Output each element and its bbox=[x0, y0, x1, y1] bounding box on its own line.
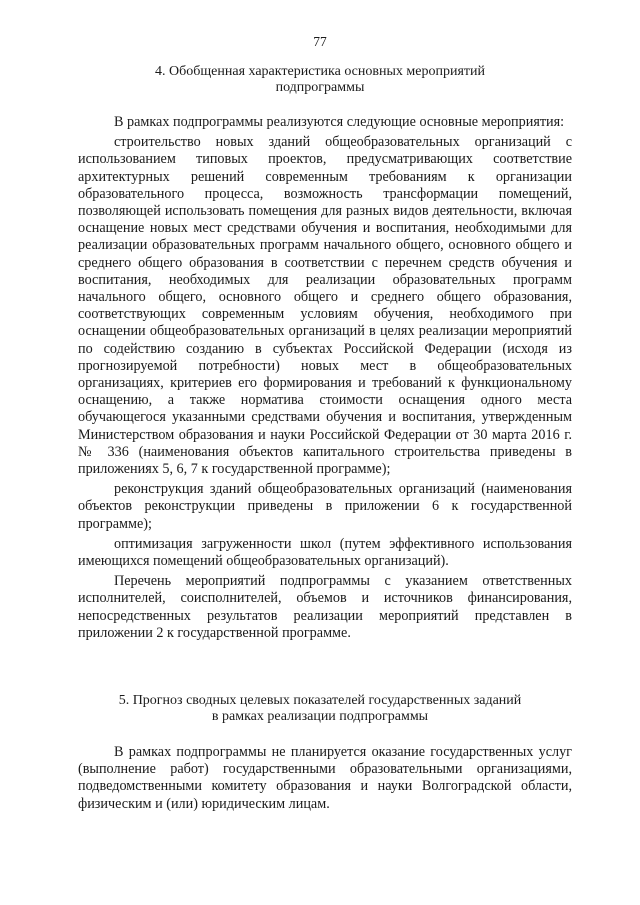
section-5-title-line-1: 5. Прогноз сводных целевых показателей государственных заданий bbox=[118, 693, 522, 708]
section-5-body bbox=[78, 744, 572, 813]
section-4-intro-paragraph: В рамках подпрограммы реализуются следующие основные мероприятия: bbox=[114, 114, 565, 130]
measures-list-paragraph: Перечень мероприятий подпрограммы с указанием ответственных исполнителей, соисполнителей, объемов и источников финансирования, непосредственных результатов реализации мероприятий представлен в приложении 2 к государственной программе. bbox=[78, 573, 572, 641]
measure-optimization: оптимизация загруженности школ (путем эффективного использования имеющихся помещений общеобразовательных организаций). bbox=[78, 535, 572, 570]
section-4-title-line-2: подпрограммы bbox=[275, 80, 365, 95]
measure-reconstruction: реконструкция зданий общеобразовательных организаций (наименования объектов реконструкции приведены в приложении 6 к государственной программе); bbox=[78, 481, 572, 532]
measure-new-buildings: строительство новых зданий общеобразовательных организаций с использованием типовых проектов, предусматривающих соответствие архитектурных решений современным требованиям к организации образовательного процесса, возможность трансформации помещений, позволяющей использовать помещения для разных видов деятельности, включая оснащение новых мест средствами обучения и воспитания, необходимыми для реализации образовательных программ начального общего, основного общего и среднего общего образования в соответствии с перечнем средств обучения и воспитания, необходимых для реализации образовательных программ начального общего, основного общего и среднего общего образования, соответствующих современным условиям обучения, необходимого при оснащении общеобразовательных организаций в целях реализации мероприятий по содействию созданию в субъектах Российской Федерации (исходя из прогнозируемой потребности) новых мест в общеобразовательных организациях, критериев его формирования и требований к функциональному оснащению, а также норматива стоимости оснащения одного места обучающегося указанными средствами обучения и воспитания, утвержденным Министерством образования и науки Российской Федерации от 30 марта 2016 г. № 336 (наименования объектов капитального строительства приведены в приложениях 5, 6, 7 к государственной программе); bbox=[78, 134, 572, 478]
section-4-title-line-1: 4. Обобщенная характеристика основных мероприятий bbox=[155, 64, 485, 79]
page-number: 77 bbox=[313, 34, 327, 49]
section-4-heading bbox=[70, 64, 570, 96]
section-5-heading bbox=[70, 693, 570, 725]
section-5-title-line-2: в рамках реализации подпрограммы bbox=[211, 709, 429, 724]
section-4-body bbox=[78, 114, 572, 642]
section-5-paragraph: В рамках подпрограммы не планируется оказание государственных услуг (выполнение работ) государственными образовательными организациями, подведомственными комитету образования и науки Волгоградской области, физическим и (или) юридическим лицам. bbox=[78, 744, 572, 812]
